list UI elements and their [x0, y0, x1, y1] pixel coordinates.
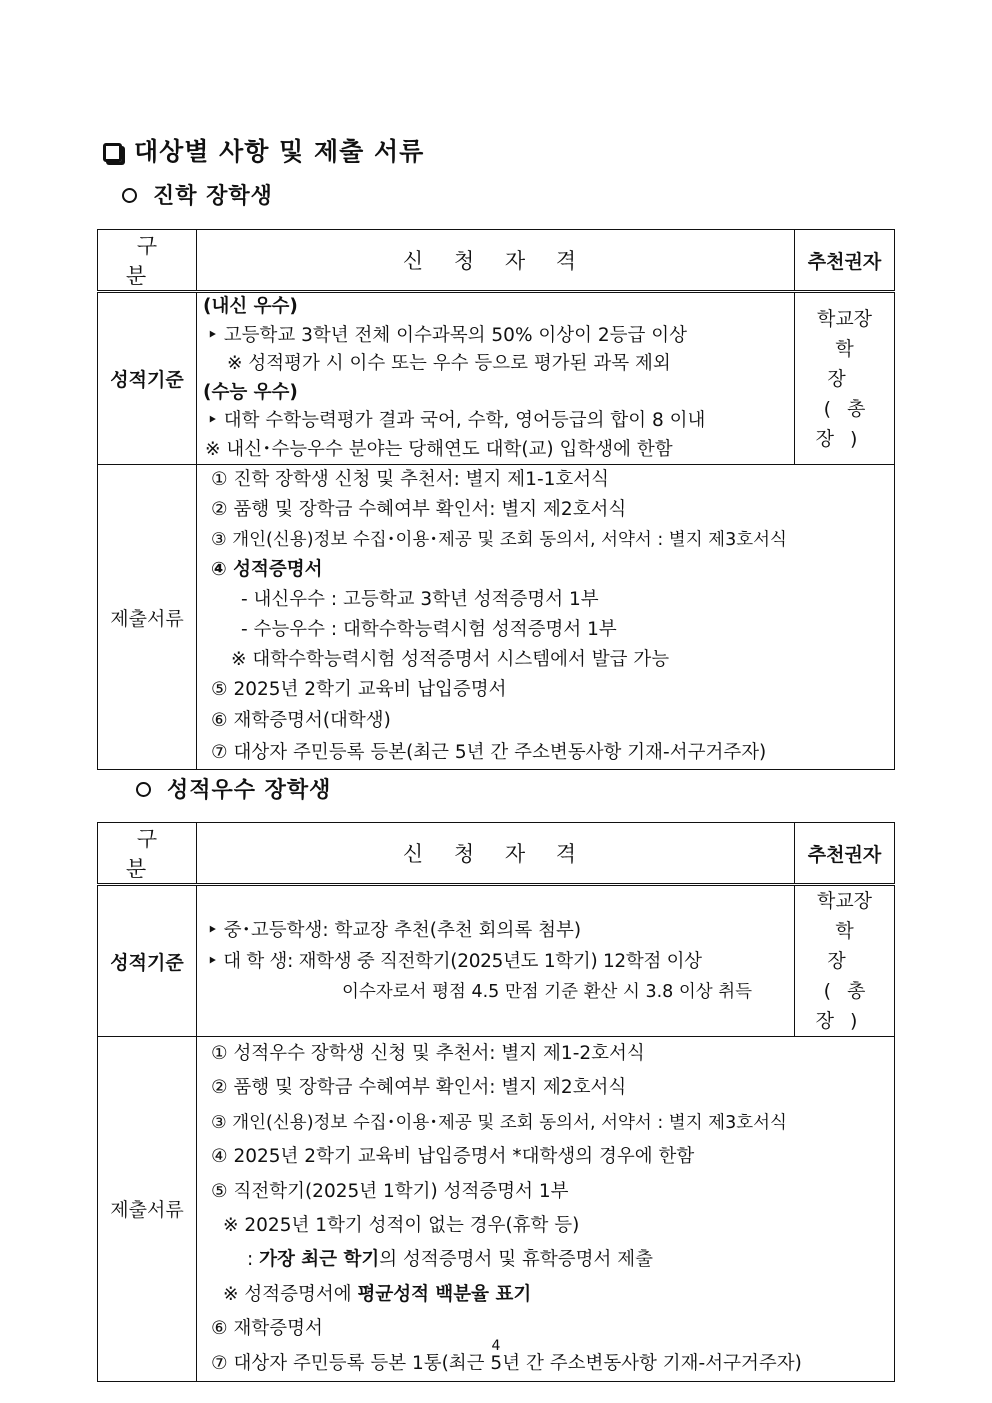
criteria-line: (내신 우수) [203, 296, 298, 317]
recommender-line: 학 장 [827, 920, 870, 972]
table-header-row [98, 823, 895, 885]
document-item: ※ 대학수학능력시험 성적증명서 시스템에서 발급 가능 [231, 649, 670, 670]
header-category: 구 분 [98, 823, 197, 885]
page-title: 대상별 사항 및 제출 서류 [103, 134, 424, 170]
document-item: ⑥ 재학증명서(대학생) [211, 710, 391, 731]
header-category: 구 분 [98, 230, 197, 292]
document-item: - 내신우수 : 고등학교 3학년 성적증명서 1부 [241, 589, 599, 610]
criteria-line: 이수자로서 평점 4.5 만점 기준 환산 시 3.8 이상 취득 [342, 981, 753, 1002]
document-item: ⑥ 재학증명서 [211, 1318, 323, 1340]
header-qualification: 신 청 자 격 [197, 823, 795, 885]
header-recommender: 추천권자 [795, 823, 895, 885]
criteria-line: ‣ 대학 수학능력평가 결과 국어, 수학, 영어등급의 합이 8 이내 [207, 410, 706, 431]
recommender-line: 학교장 [816, 307, 873, 330]
documents-row [98, 465, 895, 770]
criteria-content [197, 292, 795, 465]
advancement-table [97, 229, 895, 770]
criteria-line: ※ 내신･수능우수 분야는 당해연도 대학(교) 입학생에 한함 [205, 438, 673, 460]
criteria-line: ‣ 고등학교 3학년 전체 이수과목의 50% 이상이 2등급 이상 [207, 324, 688, 346]
header-qualification: 신 청 자 격 [197, 230, 795, 292]
recommender-line: (총 장) [815, 980, 882, 1032]
document-item: ※ 2025년 1학기 성적이 없는 경우(휴학 등) [223, 1214, 580, 1236]
criteria-row [98, 292, 895, 465]
document-item: ④ 2025년 2학기 교육비 납입증명서 *대학생의 경우에 한함 [211, 1146, 695, 1168]
document-item: ※ 성적증명서에 평균성적 백분율 표기 [223, 1283, 532, 1305]
recommender-line: (총 장) [815, 397, 882, 450]
recommender-line: 학 장 [827, 337, 870, 390]
square-bullet-icon [103, 143, 122, 162]
documents-content [197, 465, 895, 770]
documents-label: 제출서류 [98, 465, 197, 770]
document-item: ⑤ 직전학기(2025년 1학기) 성적증명서 1부 [211, 1180, 569, 1202]
documents-content [197, 1037, 895, 1382]
document-item: ⑦ 대상자 주민등록 등본 1통(최근 5년 간 주소변동사항 기재-서구거주자) [211, 1352, 802, 1374]
circle-bullet-icon [136, 782, 151, 797]
criteria-line: ※ 성적평가 시 이수 또는 우수 등으로 평가된 과목 제외 [227, 353, 671, 374]
criteria-label: 성적기준 [98, 292, 197, 465]
criteria-label: 성적기준 [98, 885, 197, 1037]
criteria-line: ‣ 중･고등학생: 학교장 추천(추천 회의록 첨부) [207, 919, 582, 941]
document-item: ④ 성적증명서 [211, 559, 323, 580]
document-item: ① 성적우수 장학생 신청 및 추천서: 별지 제1-2호서식 [211, 1043, 645, 1064]
criteria-line: (수능 우수) [203, 381, 298, 403]
document-item: - 수능우수 : 대학수학능력시험 성적증명서 1부 [241, 619, 617, 640]
documents-row [98, 1037, 895, 1382]
criteria-row [98, 885, 895, 1037]
documents-label: 제출서류 [98, 1037, 197, 1382]
recommender-cell [795, 292, 895, 465]
criteria-line: ‣ 대 학 생: 재학생 중 직전학기(2025년도 1학기) 12학점 이상 [207, 950, 702, 972]
section-title-merit: 성적우수 장학생 [136, 775, 331, 807]
table-header-row [98, 230, 895, 292]
document-item: ⑤ 2025년 2학기 교육비 납입증명서 [211, 679, 507, 700]
section-title-advancement: 진학 장학생 [122, 181, 273, 213]
document-item: : 가장 최근 학기의 성적증명서 및 휴학증명서 제출 [247, 1249, 653, 1271]
merit-table [97, 822, 895, 1382]
recommender-cell [795, 885, 895, 1037]
document-item: ⑦ 대상자 주민등록 등본(최근 5년 간 주소변동사항 기재-서구거주자) [211, 742, 767, 763]
document-item: ② 품행 및 장학금 수혜여부 확인서: 별지 제2호서식 [211, 1077, 627, 1099]
header-recommender: 추천권자 [795, 230, 895, 292]
criteria-content [197, 885, 795, 1037]
circle-bullet-icon [122, 188, 137, 203]
document-item: ③ 개인(신용)정보 수집･이용･제공 및 조회 동의서, 서약서 : 별지 제3호서식 [211, 1112, 787, 1133]
recommender-line: 학교장 [816, 890, 873, 912]
page-number: 4 [491, 1338, 501, 1354]
document-item: ② 품행 및 장학금 수혜여부 확인서: 별지 제2호서식 [211, 499, 627, 520]
document-item: ① 진학 장학생 신청 및 추천서: 별지 제1-1호서식 [211, 469, 610, 490]
document-item: ③ 개인(신용)정보 수집･이용･제공 및 조회 동의서, 서약서 : 별지 제3호서식 [211, 530, 787, 550]
